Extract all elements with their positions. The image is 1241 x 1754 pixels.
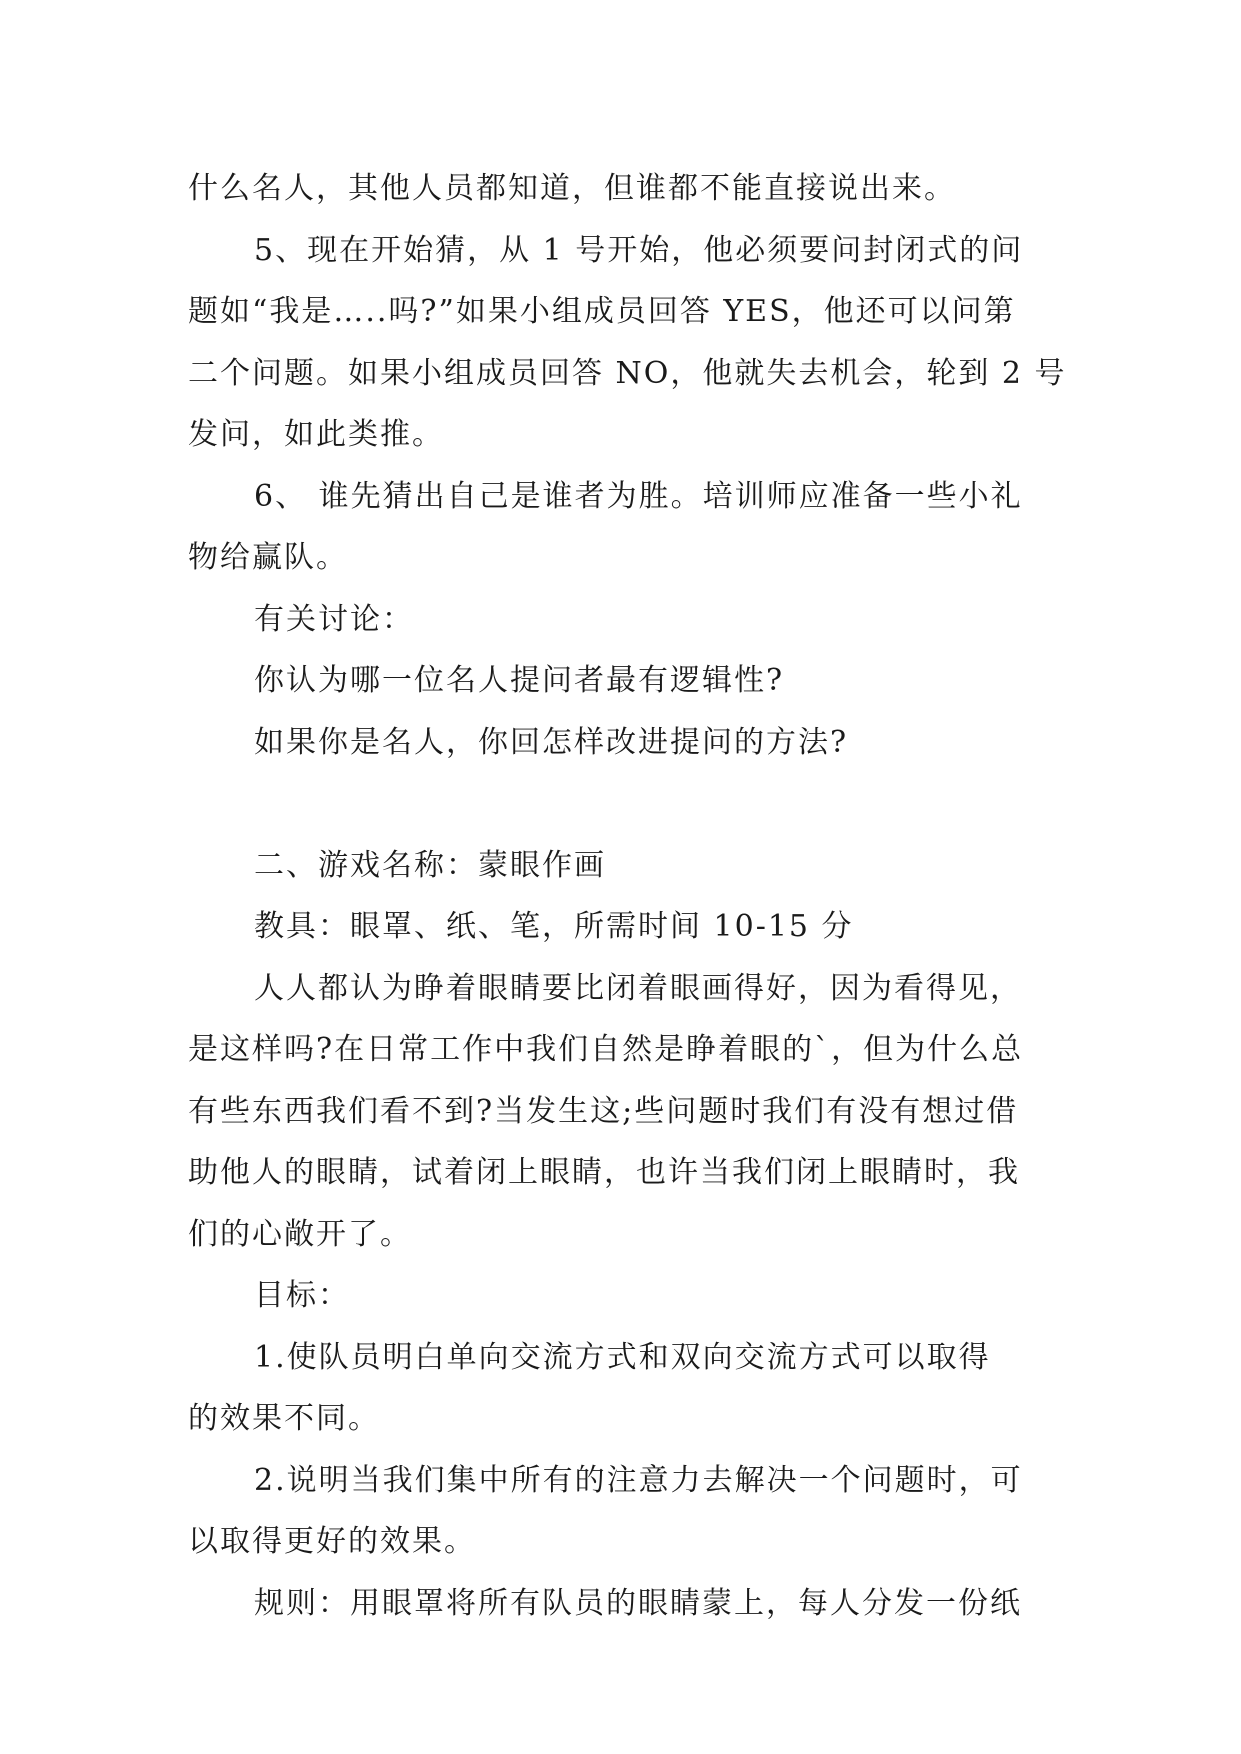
paragraph-line: 题如“我是…..吗?”如果小组成员回答 YES，他还可以问第: [188, 294, 1016, 329]
discussion-question: 如果你是名人，你回怎样改进提问的方法?: [254, 724, 849, 760]
paragraph-line: 5、现在开始猜，从 1 号开始，他必须要问封闭式的问: [254, 232, 1024, 268]
goal-item: 1.使队员明白单向交流方式和双向交流方式可以取得: [254, 1339, 991, 1375]
section-heading: 二、游戏名称：蒙眼作画: [254, 847, 606, 883]
goal-item: 以取得更好的效果。: [188, 1524, 476, 1559]
paragraph-line: 6、 谁先猜出自己是谁者为胜。培训师应准备一些小礼: [254, 478, 1023, 514]
document-body: [188, 158, 1067, 1634]
paragraph-line: 助他人的眼睛，试着闭上眼睛，也许当我们闭上眼睛时，我: [188, 1155, 1020, 1190]
goals-heading: 目标：: [254, 1278, 350, 1313]
paragraph-line: 是这样吗?在日常工作中我们自然是睁着眼的`，但为什么总: [188, 1032, 1024, 1067]
rules-line: 规则：用眼罩将所有队员的眼睛蒙上，每人分发一份纸: [254, 1585, 1022, 1621]
paragraph-line: 发问，如此类推。: [188, 417, 444, 452]
paragraph-line: 二个问题。如果小组成员回答 NO，他就失去机会，轮到 2 号: [188, 355, 1067, 391]
blank-line: [188, 773, 1058, 835]
paragraph-line: 们的心敞开了。: [188, 1216, 412, 1252]
discussion-heading: 有关讨论：: [254, 601, 414, 637]
paragraph-line: 物给赢队。: [188, 540, 348, 575]
paragraph-line: 人人都认为睁着眼睛要比闭着眼画得好，因为看得见，: [254, 970, 1022, 1006]
goal-item: 2.说明当我们集中所有的注意力去解决一个问题时，可: [254, 1462, 1023, 1498]
discussion-question: 你认为哪一位名人提问者最有逻辑性?: [254, 663, 785, 698]
materials-line: 教具：眼罩、纸、笔，所需时间 10-15 分: [254, 909, 854, 944]
goal-item: 的效果不同。: [188, 1401, 380, 1436]
paragraph-line: 有些东西我们看不到?当发生这;些问题时我们有没有想过借: [188, 1093, 1019, 1129]
paragraph-line: 什么名人，其他人员都知道，但谁都不能直接说出来。: [188, 171, 956, 206]
